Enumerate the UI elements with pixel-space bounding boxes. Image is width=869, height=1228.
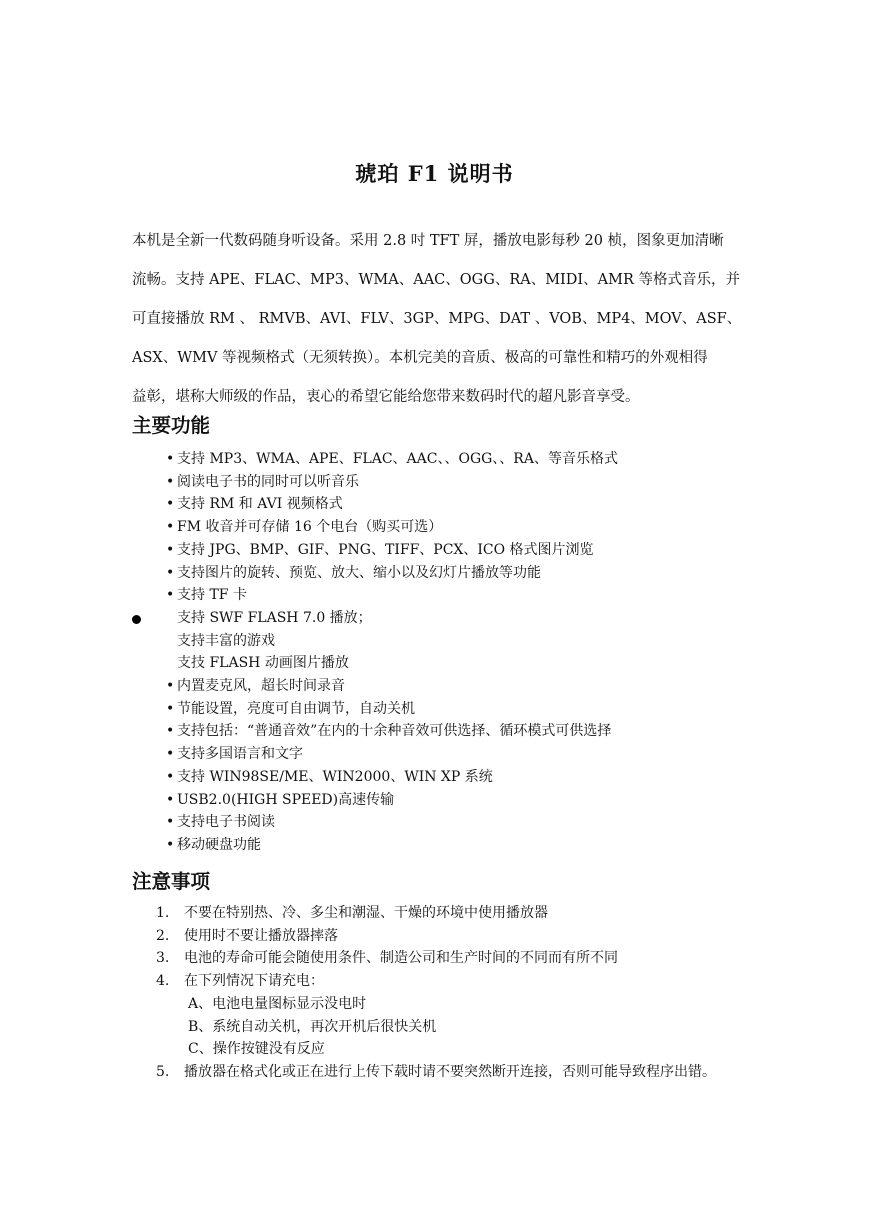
item-number: 2. [156,927,170,944]
bullet: • [166,814,175,831]
intro-paragraph [132,222,744,417]
item-number: 4. [156,973,170,990]
features-heading: 主要功能 [132,414,211,437]
bullet: • [166,768,175,785]
notes-heading: 注意事项 [132,870,211,893]
list-item-flash: 支持 SWF FLASH 7.0 播放； [166,607,618,630]
bullet: • [166,723,175,740]
bullet: • [166,519,175,536]
list-item: • 支持电子书阅读 [166,811,618,834]
list-subitem: C、操作按键没有反应 [188,1041,325,1058]
list-item: • 支持多国语言和文字 [166,743,618,766]
list-subitem: A、电池电量图标显示没电时 [188,995,367,1012]
list-subitem: 支技 FLASH 动画图片播放 [177,655,349,672]
list-item: 1. 不要在特别热、冷、多尘和潮湿、干燥的环境中使用播放器 [156,902,746,925]
bullet: • [166,496,175,513]
list-item: • 移动硬盘功能 [166,834,618,857]
bullet: • [166,473,175,490]
bullet-dot-icon [132,615,141,624]
notes-list [156,902,746,1084]
features-list [166,448,618,857]
intro-line: 本机是全新一代数码随身听设备。采用 2.8 吋 TFT 屏，播放电影每秒 20 桢，图象更加清晰 [132,233,724,249]
list-item: • 支持包括：“普通音效”在内的十余种音效可供选择、循环模式可供选择 [166,720,618,743]
bullet: • [166,791,175,808]
list-item: • 内置麦克风，超长时间录音 [166,675,618,698]
intro-line: 可直接播放 RM 、 RMVB、AVI、FLV、3GP、MPG、DAT 、VOB、MP4、MOV、ASF、 [132,311,742,327]
bullet: • [166,746,175,763]
list-item: • USB2.0(HIGH SPEED)高速传输 [166,789,618,812]
intro-line: 益彰，堪称大师级的作品，衷心的希望它能给您带来数码时代的超凡影音享受。 [132,389,640,405]
list-item: • FM 收音并可存储 16 个电台（购买可选） [166,516,618,539]
bullet: • [166,678,175,695]
list-item: • 支持 WIN98SE/ME、WIN2000、WIN XP 系统 [166,766,618,789]
item-number: 5. [156,1063,170,1080]
list-subitem: 支持丰富的游戏 [177,632,275,649]
bullet: • [166,564,175,581]
list-item: • 节能设置，亮度可自由调节，自动关机 [166,698,618,721]
list-item: • 支持 RM 和 AVI 视频格式 [166,493,618,516]
list-subitem: B、系统自动关机，再次开机后很快关机 [188,1018,437,1035]
list-item: 3. 电池的寿命可能会随使用条件、制造公司和生产时间的不同而有所不同 [156,947,746,970]
list-item: • 支持图片的旋转、预览、放大、缩小以及幻灯片播放等功能 [166,562,618,585]
list-item: 2. 使用时不要让播放器摔落 [156,925,746,948]
list-item: 4. 在下列情况下请充电： [156,970,746,993]
intro-line: 流畅。支持 APE、FLAC、MP3、WMA、AAC、OGG、RA、MIDI、AMR 等格式音乐，并 [132,272,740,288]
bullet: • [166,541,175,558]
bullet: • [166,587,175,604]
document-title: 琥珀 F1 说明书 [355,161,514,186]
intro-line: ASX、WMV 等视频格式（无须转换）。本机完美的音质、极高的可靠性和精巧的外观相得 [132,350,708,366]
item-number: 3. [156,950,170,967]
bullet: • [166,700,175,717]
item-number: 1. [156,905,170,921]
list-item: • 支持 TF 卡 [166,584,618,607]
list-item: • 支持 JPG、BMP、GIF、PNG、TIFF、PCX、ICO 格式图片浏览 [166,539,618,562]
bullet: • [166,451,175,467]
list-item: • 阅读电子书的同时可以听音乐 [166,471,618,494]
list-item: 5. 播放器在格式化或正在进行上传下载时请不要突然断开连接，否则可能导致程序出错。 [156,1061,746,1084]
bullet: • [166,836,175,853]
list-item: • 支持 MP3、WMA、APE、FLAC、AAC、、OGG、、RA、等音乐格式 [166,448,618,471]
